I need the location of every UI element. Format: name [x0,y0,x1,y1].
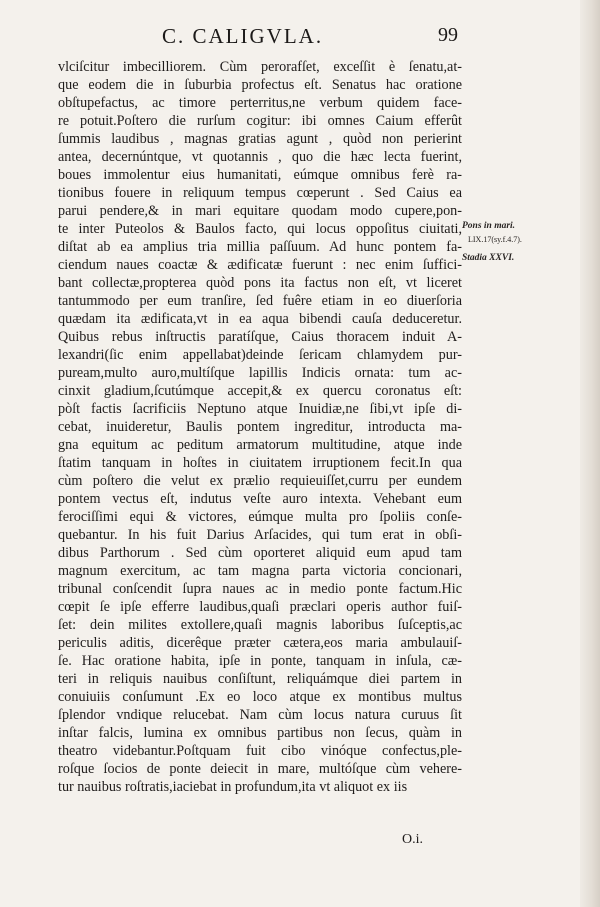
text-line: ſummis laudibus , magnas gratias agunt , quòd non perierint [58,131,462,147]
text-line: pontem vectus eſt, indutus veſte auro intexta. Vehebant eum [58,491,462,507]
text-line: puream,multo auro,multíſque lapillis Indicis ornata: tum ac- [58,365,462,381]
text-line: ſtatim tanquam in hoſtes in ciuitatem irruptionem fecit.In qua [58,455,462,471]
text-line: antea, decernúntque, vt quotannis , quo die hæc lecta fuerint, [58,149,462,165]
text-line: teri in reliquis nauibus conſiſtunt, reliquámque diei partem in [58,671,462,687]
margin-notes [462,219,580,265]
text-line: Quibus rebus inſtructis paratíſque, Caius thoracem induit A- [58,329,462,345]
text-line: tur nauibus roſtratis,iaciebat in profundum,ita vt aliquot ex iis [58,779,408,795]
text-line: parui pendere,& in mari equitare quodam modo cupere,pon- [58,203,462,219]
text-line: ciendum naues coactæ & ædificatæ fuerunt : nec enim ſuffici- [58,257,462,273]
text-line: tantummodo per eum tranſire, ſed fuêre etiam in eo diuerſoria [58,293,462,309]
text-line: bant collectæ,propterea quòd pons ita factus non eſt, vt liceret [58,275,462,291]
text-line: pòſt factis ſacrificiis Neptuno atque Inuidiæ,ne ſibi,vt ipſe di- [58,401,462,417]
text-line: boues immolentur eius humanitati, eúmque omnibus ferè ra- [58,167,462,183]
margin-note: Pons in mari. [462,221,516,231]
text-line: theatro videbantur.Poſtquam fuit cibo vinóque confectus,ple- [58,743,462,759]
page-header [60,24,458,52]
text-line: que eodem die in ſuburbia profectus eſt. Senatus hac oratione [58,77,462,93]
text-line: periculis aditis, dicerêque præter cætera,eos maria ambulauiſ- [58,635,462,651]
text-line: te inter Puteolos & Baulos facto, qui locus oppoſitus ciuitati, [58,221,462,237]
text-line: inſtar falcis, lumina ex omnibus partibus non ſecus, quàm in [58,725,462,741]
margin-note-reference: LIX.17(sy.f.4.7). [468,235,522,244]
text-line: diſtat ab ea amplius tria millia paſſuum. Ad hunc pontem fa- [58,239,462,255]
text-line: cebat, inuideretur, Baulis pontem ingreditur, introducta ma- [58,419,462,435]
text-line: dibus Parthorum . Sed cùm oporteret aliquid eum apud tam [58,545,462,561]
page-edge-shadow [580,0,600,907]
text-line: magnum exercitum, ac tam magna parta victoria concionari, [58,563,462,579]
text-line: ſe. Hac oratione habita, ipſe in ponte, tanquam in inſula, cæ- [58,653,462,669]
page-number: 99 [438,24,458,46]
text-line: cùm poſtero die velut ex prælio requieuiſſet,curru per eundem [58,473,462,489]
text-line: roſque ſocios de ponte deiecit in mare, multóſque cùm vehere- [58,761,462,777]
text-line: lexandri(ſic enim appellabat)deinde ſericam chlamydem pur- [58,347,462,363]
catchword: O.i. [402,832,423,847]
text-line: vlciſcitur imbecilliorem. Cùm perorafſet, exceſſit è ſenatu,at- [58,59,462,75]
text-line: obſtupefactus, ac timore perterritus,ne verbum quidem face- [58,95,462,111]
text-line: ferociſſimi equi & victores, eúmque multa pro ſpoliis conſe- [58,509,462,525]
text-line: cinxit gladium,ſcutúmque accepit,& ex quercu coronatus eſt: [58,383,462,399]
text-line: ſet: dein milites extollere,quaſi magnis laboribus ſuſceptis,ac [58,617,462,633]
text-line: tionibus fouere in reliquum tempus cœperunt . Sed Caius ea [58,185,462,201]
running-title: C. CALIGVLA. [162,24,324,48]
text-line: quædam ita ædificata,vt in ea aqua bibendi cauſa deduceretur. [58,311,462,327]
text-line: ſplendor vndique relucebat. Nam cùm locus natura curuus ſit [58,707,462,723]
text-line: tribunal conſcendit ſupra naues ac in medio ponte factum.Hic [58,581,462,597]
text-line: cœpit ſe ipſe efferre laudibus,quaſi præclari operis author fuiſ- [58,599,462,615]
margin-note: Stadia XXVI. [462,253,515,263]
body-text [58,58,462,796]
text-line: gna equitum ac peditum armatorum multitudine, atque inde [58,437,462,453]
text-line: conuiuiis conſumunt .Ex eo loco atque ex montibus multus [58,689,462,705]
text-line: re potuit.Poſtero die rurſum cogitur: ibi omnes Caium efferût [58,113,462,129]
text-line: quebantur. In his fuit Darius Arſacides, qui tum erat in obſi- [58,527,462,543]
